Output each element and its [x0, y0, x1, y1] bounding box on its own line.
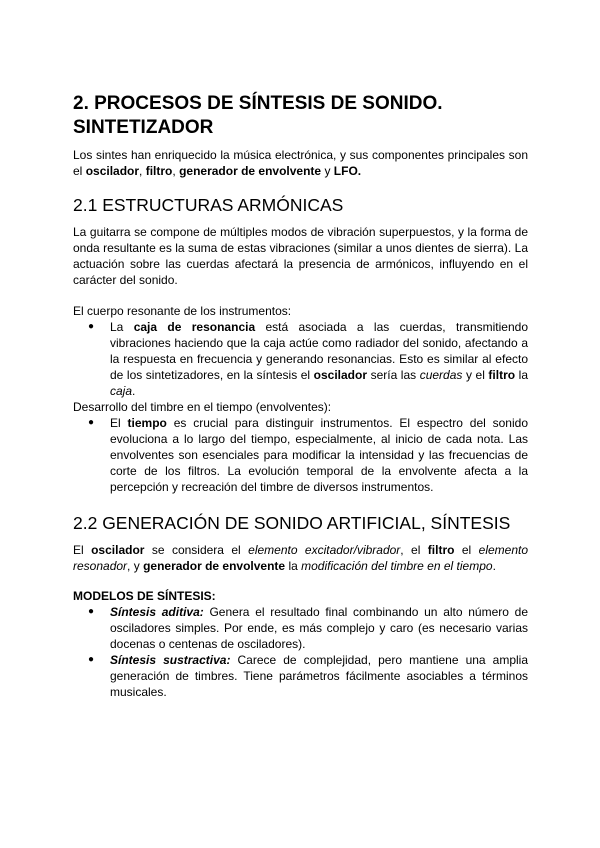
heading-procesos-sintesis: 2. PROCESOS DE SÍNTESIS DE SONIDO. SINTETIZADOR [73, 93, 443, 138]
resonance-block [73, 303, 528, 495]
list-item: ● La caja de resonancia está asociada a las cuerdas, transmitiendo vibraciones haciendo que la caja actúe como radiador del sonido, afectando a la respuesta en frecuencia y generando resonancias. Esto es similar al efecto de los sintetizadores, en la síntesis el oscilador sería las cuerdas y el filtro la caja. [88, 320, 529, 398]
resonance-list [73, 319, 528, 399]
models-list [73, 604, 528, 700]
list-item: ● El tiempo es crucial para distinguir instrumentos. El espectro del sonido evoluciona a lo largo del tiempo, especialmente, al inicio de cada nota. Las envolventes son esenciales para modificar la intensidad y las frecuencias de corte de los filtros. La evolución temporal de la envolvente afecta a la percepción y recreación del timbre de diversos instrumentos. [88, 416, 528, 494]
bullet-icon: ● [88, 654, 95, 665]
section1-paragraph [73, 224, 528, 288]
timbre-list [73, 415, 528, 495]
list-item: ● Síntesis aditiva: Genera el resultado final combinando un alto número de osciladores simples. Por ende, es más complejo y caro (es necesario varias docenas o centenas de osciladores). [88, 605, 528, 651]
bullet-icon: ● [88, 606, 95, 617]
bullet-icon: ● [88, 321, 95, 332]
intro-text: Los sintes han enriquecido la música electrónica, y sus componentes principales son el oscilador, filtro, generador de envolvente y LFO. [73, 148, 528, 178]
intro-paragraph [73, 147, 528, 179]
oscilador-paragraph: El oscilador se considera el elemento excitador/vibrador, el filtro el elemento resonador, y generador de envolvente la modificación del timbre en el tiempo. [73, 543, 529, 573]
list-item: ● Síntesis sustractiva: Carece de complejidad, pero mantiene una amplia generación de timbres. Tiene parámetros fácilmente asociables a términos musicales. [88, 653, 529, 699]
section-title-generacion: 2.2 GENERACIÓN DE SONIDO ARTIFICIAL, SÍNTESIS [73, 513, 511, 533]
section-title-estructuras: 2.1 ESTRUCTURAS ARMÓNICAS [73, 195, 344, 215]
models-title: MODELOS DE SÍNTESIS: [73, 589, 216, 603]
models-block [73, 588, 528, 700]
section2-paragraph [73, 542, 528, 574]
guitarra-paragraph: La guitarra se compone de múltiples modos de vibración superpuestos, y la forma de onda resultante es la suma de estas vibraciones (similar a unos dientes de sierra). La actuación sobre las cuerdas afectará la presencia de armónicos, influyendo en el carácter del sonido. [73, 225, 528, 287]
bullet-icon: ● [88, 417, 95, 428]
resonance-intro: El cuerpo resonante de los instrumentos: [73, 304, 292, 318]
timbre-intro: Desarrollo del timbre en el tiempo (envolventes): [73, 400, 332, 414]
